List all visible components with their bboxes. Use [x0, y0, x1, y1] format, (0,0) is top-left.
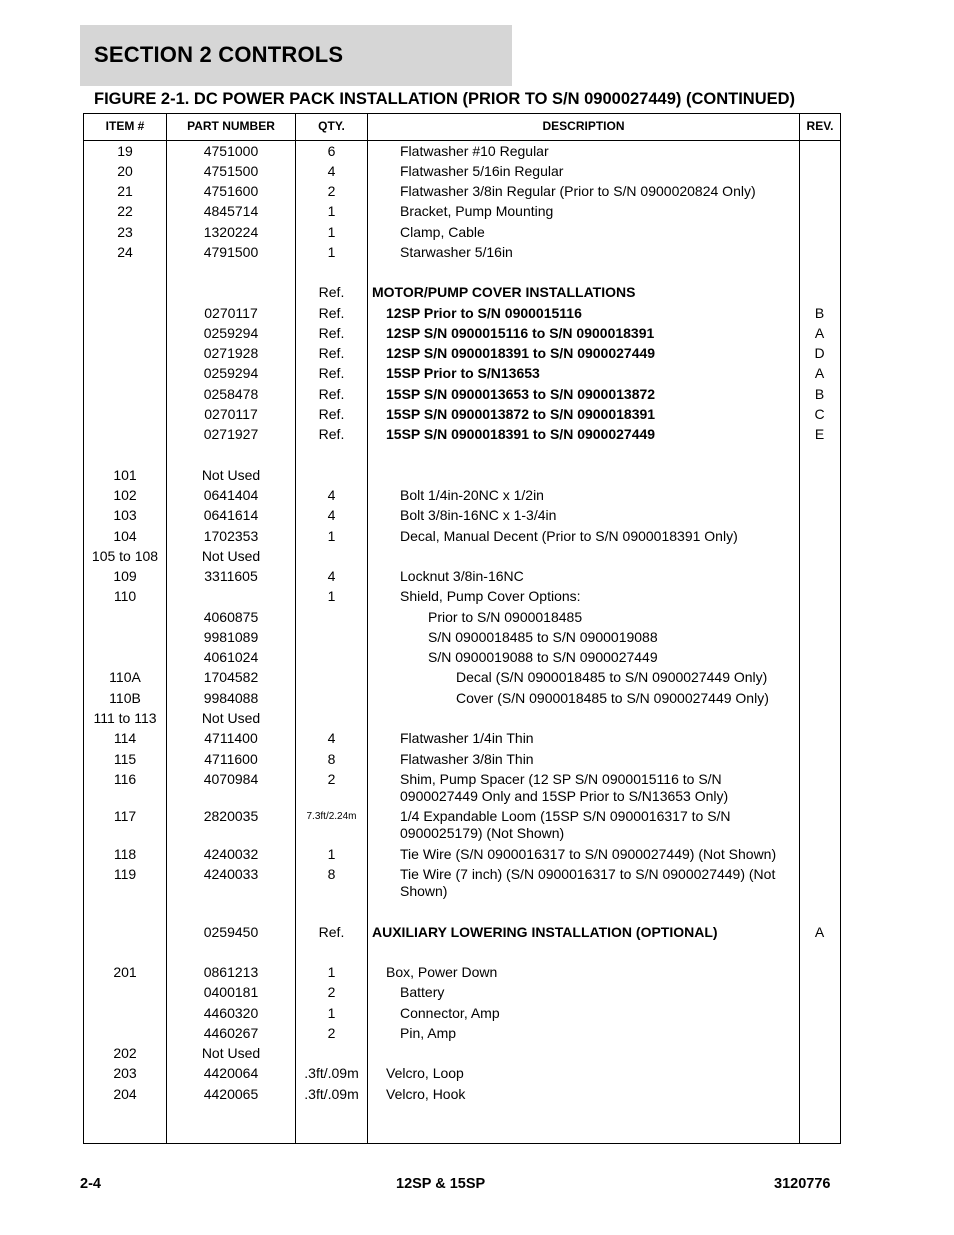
qty-cell: 2	[327, 984, 336, 1000]
table-row	[84, 667, 840, 688]
part-number-cell: 3311605	[204, 568, 258, 584]
table-row	[84, 1084, 840, 1104]
description-cell: 15SP Prior to S/N13653	[386, 365, 540, 381]
table-row	[84, 1043, 840, 1063]
qty-cell: .3ft/.09m	[304, 1086, 359, 1102]
qty-cell: 4	[327, 487, 336, 503]
description-cell: Decal, Manual Decent (Prior to S/N 0900018391 Only)	[400, 528, 738, 544]
qty-cell: .3ft/.09m	[304, 1065, 359, 1081]
table-row	[84, 343, 840, 363]
rev-cell: A	[814, 365, 825, 381]
description-cell: Flatwasher #10 Regular	[400, 143, 549, 159]
table-row	[84, 303, 840, 323]
part-number-cell: 4240033	[203, 866, 259, 882]
item-cell: 103	[113, 507, 137, 523]
qty-cell: Ref.	[318, 365, 345, 381]
item-cell: 105 to 108	[91, 548, 159, 564]
table-row	[84, 222, 840, 242]
item-cell: 114	[113, 730, 137, 746]
rev-cell: D	[814, 345, 825, 361]
qty-cell: 1	[327, 528, 336, 544]
table-body	[84, 141, 840, 1104]
description-cell: Tie Wire (7 inch) (S/N 0900016317 to S/N 0900027449) (Not Shown)	[400, 866, 776, 899]
header-description: DESCRIPTION	[542, 119, 625, 133]
qty-cell: 1	[327, 1005, 336, 1021]
qty-cell: 7.3ft/2.24m	[306, 811, 357, 822]
table-row	[84, 962, 840, 982]
qty-cell: 4	[327, 730, 336, 746]
description-cell: 12SP S/N 0900018391 to S/N 0900027449	[386, 345, 656, 361]
qty-cell: 2	[327, 183, 336, 199]
part-number-cell: 0259294	[203, 325, 259, 341]
part-number-cell: 4061024	[203, 649, 259, 665]
qty-cell: 8	[327, 751, 336, 767]
part-number-cell: 4460320	[203, 1005, 259, 1021]
rev-cell: B	[814, 386, 825, 402]
qty-cell: Ref.	[318, 345, 345, 361]
item-cell: 104	[113, 528, 137, 544]
item-cell: 117	[113, 808, 137, 824]
item-cell: 24	[117, 244, 133, 260]
item-cell: 102	[113, 487, 137, 503]
part-number-cell: 4060875	[203, 609, 259, 625]
description-cell: 1/4 Expandable Loom (15SP S/N 0900016317 to S/N 0900025179) (Not Shown)	[400, 808, 731, 841]
table-row	[84, 465, 840, 485]
item-cell: 23	[117, 224, 133, 240]
item-cell: 101	[113, 467, 137, 483]
description-cell: Flatwasher 3/8in Thin	[400, 751, 534, 767]
description-cell: Velcro, Hook	[386, 1086, 466, 1102]
description-cell: AUXILIARY LOWERING INSTALLATION (OPTIONAL)	[372, 924, 718, 940]
qty-cell: Ref.	[318, 924, 345, 940]
item-cell: 110	[113, 588, 137, 604]
rev-cell: B	[814, 305, 825, 321]
part-number-cell: 4460267	[203, 1025, 259, 1041]
part-number-cell: 0861213	[203, 964, 259, 980]
description-cell: Box, Power Down	[386, 964, 498, 980]
table-row	[84, 242, 840, 282]
qty-cell: 1	[327, 203, 336, 219]
part-number-cell: 4070984	[203, 771, 259, 787]
table-row	[84, 728, 840, 749]
qty-cell: Ref.	[318, 325, 345, 341]
item-cell: 109	[113, 568, 137, 584]
description-cell: Clamp, Cable	[400, 224, 485, 240]
part-number-cell: 4751500	[203, 163, 259, 179]
rev-cell: A	[814, 325, 825, 341]
qty-cell: 1	[327, 588, 336, 604]
qty-cell: 1	[327, 964, 336, 980]
item-cell: 118	[113, 846, 137, 862]
rev-cell: A	[814, 924, 825, 940]
part-number-cell: 1320224	[203, 224, 259, 240]
rev-cell: E	[814, 426, 825, 442]
header-part-number: PART NUMBER	[187, 119, 275, 133]
table-row	[84, 922, 840, 962]
description-cell: Bolt 1/4in-20NC x 1/2in	[400, 487, 544, 503]
part-number-cell: 9984088	[203, 690, 259, 706]
part-number-cell: 4751000	[203, 143, 259, 159]
item-cell: 111 to 113	[93, 710, 157, 726]
table-row	[84, 769, 840, 806]
part-number-cell: 4791500	[203, 244, 259, 260]
table-row	[84, 201, 840, 222]
item-cell: 20	[117, 163, 133, 179]
table-row	[84, 161, 840, 181]
table-row	[84, 424, 840, 465]
description-cell: 15SP S/N 0900013653 to S/N 0900013872	[386, 386, 656, 402]
table-row	[84, 627, 840, 647]
item-cell: 201	[113, 964, 137, 980]
part-number-cell: 0259450	[203, 924, 259, 940]
description-cell: Bracket, Pump Mounting	[400, 203, 554, 219]
description-cell: Pin, Amp	[400, 1025, 457, 1041]
part-number-cell: Not Used	[201, 710, 261, 726]
figure-title: FIGURE 2-1. DC POWER PACK INSTALLATION (PRIOR TO S/N 0900027449) (CONTINUED)	[94, 90, 796, 108]
table-row	[84, 566, 840, 586]
part-number-cell: 0400181	[203, 984, 259, 1000]
description-cell: Flatwasher 5/16in Regular	[400, 163, 564, 179]
table-row	[84, 505, 840, 526]
item-cell: 116	[113, 771, 137, 787]
description-cell: S/N 0900019088 to S/N 0900027449	[428, 649, 658, 665]
table-row	[84, 844, 840, 864]
description-cell: Locknut 3/8in-16NC	[400, 568, 524, 584]
table-row	[84, 485, 840, 505]
part-number-cell: 4420064	[203, 1065, 259, 1081]
part-number-cell: 4240032	[203, 846, 259, 862]
qty-cell: 4	[327, 568, 336, 584]
table-row	[84, 1063, 840, 1084]
part-number-cell: 0270117	[204, 305, 258, 321]
part-number-cell: 1704582	[203, 669, 259, 685]
qty-cell: 1	[327, 846, 336, 862]
item-cell: 21	[117, 183, 133, 199]
footer-doc-number: 3120776	[774, 1176, 831, 1192]
header-item: ITEM #	[105, 119, 145, 133]
part-number-cell: 0271928	[203, 345, 259, 361]
footer-page-number: 2-4	[80, 1176, 101, 1192]
footer-model: 12SP & 15SP	[396, 1176, 486, 1192]
item-cell: 204	[113, 1086, 137, 1102]
table-row	[84, 1023, 840, 1043]
description-cell: 15SP S/N 0900018391 to S/N 0900027449	[386, 426, 656, 442]
description-cell: 12SP S/N 0900015116 to S/N 0900018391	[386, 325, 655, 341]
table-row	[84, 282, 840, 303]
parts-table	[83, 113, 841, 1144]
item-cell: 203	[113, 1065, 137, 1081]
qty-cell: Ref.	[318, 386, 345, 402]
part-number-cell: 4845714	[203, 203, 259, 219]
description-cell: MOTOR/PUMP COVER INSTALLATIONS	[372, 284, 636, 300]
table-row	[84, 647, 840, 667]
part-number-cell: 0270117	[204, 406, 258, 422]
table-row	[84, 864, 840, 922]
table-row	[84, 708, 840, 728]
part-number-cell: 0259294	[203, 365, 259, 381]
item-cell: 202	[113, 1045, 137, 1061]
description-cell: Tie Wire (S/N 0900016317 to S/N 0900027449) (Not Shown)	[400, 846, 777, 862]
part-number-cell: 9981089	[203, 629, 259, 645]
part-number-cell: 4751600	[203, 183, 259, 199]
qty-cell: 2	[327, 771, 336, 787]
part-number-cell: 0271927	[203, 426, 259, 442]
part-number-cell: 0258478	[203, 386, 259, 402]
qty-cell: 6	[327, 143, 336, 159]
description-cell: Connector, Amp	[400, 1005, 500, 1021]
description-cell: Shim, Pump Spacer (12 SP S/N 0900015116 to S/N 0900027449 Only and 15SP Prior to S/N13653 Only)	[400, 771, 729, 804]
part-number-cell: Not Used	[201, 467, 261, 483]
table-row	[84, 749, 840, 769]
rev-cell: C	[814, 406, 825, 422]
section-banner	[80, 25, 512, 86]
description-cell: Flatwasher 1/4in Thin	[400, 730, 534, 746]
description-cell: Cover (S/N 0900018485 to S/N 0900027449 Only)	[456, 690, 769, 706]
description-cell: Bolt 3/8in-16NC x 1-3/4in	[400, 507, 557, 523]
table-row	[84, 384, 840, 404]
item-cell: 110B	[109, 690, 141, 706]
qty-cell: Ref.	[318, 305, 345, 321]
qty-cell: Ref.	[318, 284, 345, 300]
part-number-cell: 1702353	[203, 528, 259, 544]
table-row	[84, 688, 840, 708]
item-cell: 110A	[109, 669, 141, 685]
table-row	[84, 323, 840, 343]
qty-cell: 4	[327, 163, 336, 179]
description-cell: Velcro, Loop	[386, 1065, 464, 1081]
item-cell: 115	[113, 751, 137, 767]
description-cell: Decal (S/N 0900018485 to S/N 0900027449 Only)	[456, 669, 768, 685]
part-number-cell: 2820035	[203, 808, 259, 824]
table-row	[84, 141, 840, 161]
qty-cell: 1	[327, 224, 336, 240]
part-number-cell: 0641404	[203, 487, 259, 503]
description-cell: Shield, Pump Cover Options:	[400, 588, 581, 604]
description-cell: 12SP Prior to S/N 0900015116	[386, 305, 582, 321]
description-cell: Starwasher 5/16in	[400, 244, 513, 260]
description-cell: Prior to S/N 0900018485	[428, 609, 583, 625]
qty-cell: 1	[327, 244, 336, 260]
header-rev: REV.	[806, 119, 834, 133]
item-cell: 119	[113, 866, 137, 882]
table-row	[84, 363, 840, 384]
table-row	[84, 607, 840, 627]
part-number-cell: Not Used	[201, 1045, 261, 1061]
table-row	[84, 546, 840, 566]
table-row	[84, 526, 840, 546]
part-number-cell: 4711400	[204, 730, 258, 746]
part-number-cell: 4711600	[204, 751, 258, 767]
description-cell: 15SP S/N 0900013872 to S/N 0900018391	[386, 406, 656, 422]
section-title: SECTION 2 CONTROLS	[94, 42, 344, 67]
header-qty: QTY.	[318, 119, 345, 133]
table-row	[84, 1003, 840, 1023]
qty-cell: Ref.	[318, 426, 345, 442]
part-number-cell: 4420065	[203, 1086, 259, 1102]
qty-cell: 4	[327, 507, 336, 523]
table-row	[84, 806, 840, 844]
qty-cell: 2	[327, 1025, 336, 1041]
part-number-cell: 0641614	[203, 507, 259, 523]
part-number-cell: Not Used	[201, 548, 261, 564]
table-row	[84, 586, 840, 607]
qty-cell: Ref.	[318, 406, 345, 422]
item-cell: 19	[117, 143, 133, 159]
qty-cell: 8	[327, 866, 336, 882]
table-row	[84, 181, 840, 201]
description-cell: Battery	[400, 984, 445, 1000]
item-cell: 22	[117, 203, 133, 219]
table-row	[84, 982, 840, 1003]
table-row	[84, 404, 840, 424]
description-cell: Flatwasher 3/8in Regular (Prior to S/N 0900020824 Only)	[400, 183, 756, 199]
description-cell: S/N 0900018485 to S/N 0900019088	[428, 629, 658, 645]
